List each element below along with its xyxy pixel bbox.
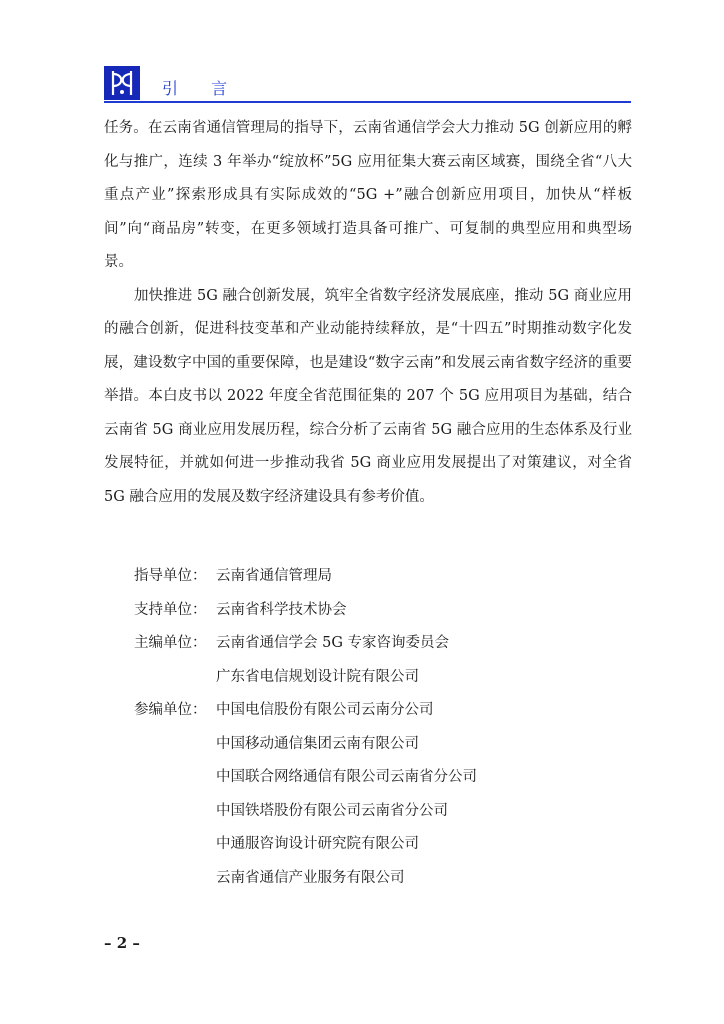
paragraph-continuation: 任务。在云南省通信管理局的指导下，云南省通信学会大力推动 5G 创新应用的孵化与推广，连续 3 年举办“绽放杯”5G 应用征集大赛云南区域赛，围绕全省“八大重点产业”探索形成具有实际成效的“5G +”融合创新应用项目，加快从“样板间”向“商品房”转变，在更多领域打造具备可推广、可复制的典型应用和典型场景。 [104,120,632,270]
credits-list [134,560,624,895]
credit-row-editor [134,627,624,661]
credit-value: 中国联合网络通信有限公司云南省分公司 [216,769,477,785]
paragraph-main: 加快推进 5G 融合创新发展，筑牢全省数字经济发展底座，推动 5G 商业应用的融合创新，促进科技变革和产业动能持续释放，是“十四五”时期推动数字化发展，建设数字中国的重要保障，也是建设“数字云南”和发展云南省数字经济的重要举措。本白皮书以 2022 年度全省范围征集的 207 个 5G 应用项目为基础，结合云南省 5G 商业应用发展历程，综合分析了云南省 5G 融合应用的生态体系及行业发展特征，并就如何进一步推动我省 5G 商业应用发展提出了对策建议，对全省 5G 融合应用的发展及数字经济建设具有参考价值。 [104,287,632,505]
credit-row-contributor [134,728,624,762]
credit-row-contributor [134,828,624,862]
credit-row-contributor [134,761,624,795]
credit-label: 参编单位： [134,702,207,718]
book-logo-icon [104,66,140,100]
credit-row-guide [134,560,624,594]
page-number: – 2 – [104,934,140,952]
credit-value: 云南省通信管理局 [216,568,332,584]
credit-row-contributor [134,694,624,728]
credit-row-contributor [134,795,624,829]
credit-value: 中国电信股份有限公司云南分公司 [216,702,434,718]
header-divider [104,101,631,103]
credit-value: 云南省科学技术协会 [216,601,347,618]
credit-row-support [134,594,624,628]
credit-value: 中国移动通信集团云南有限公司 [216,735,419,752]
credit-row-contributor [134,862,624,896]
credit-value: 中国铁塔股份有限公司云南省分公司 [216,802,448,819]
credit-value: 广东省电信规划设计院有限公司 [216,668,419,685]
body-text [104,112,632,514]
credit-label: 指导单位： [134,568,207,584]
credit-row-editor [134,661,624,695]
credit-label: 主编单位： [134,635,207,651]
section-title: 引 言 [162,79,242,98]
credit-value: 中通服咨询设计研究院有限公司 [216,836,419,852]
credit-label: 支持单位： [134,601,207,618]
credit-value: 云南省通信产业服务有限公司 [216,869,405,886]
page-header [104,64,630,104]
credit-value: 云南省通信学会 5G 专家咨询委员会 [216,635,450,651]
